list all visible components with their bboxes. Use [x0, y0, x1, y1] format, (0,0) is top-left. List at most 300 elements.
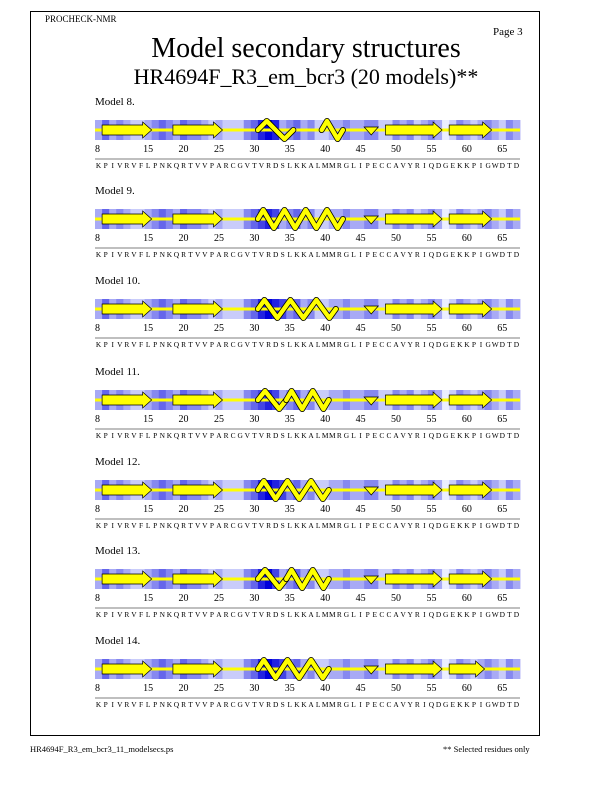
model-label: Model 8. — [95, 96, 135, 108]
residue-letter: L — [351, 610, 356, 619]
residue-number-tick: 55 — [426, 504, 437, 515]
residue-letter: R — [124, 700, 130, 709]
residue-letter: G — [442, 340, 449, 349]
residue-letter: C — [379, 431, 385, 440]
residue-letter: D — [435, 250, 442, 259]
residue-letter: R — [336, 700, 342, 709]
residue-number-tick: 40 — [320, 233, 331, 244]
residue-number-tick: 35 — [284, 233, 295, 244]
residue-letter: V — [244, 431, 250, 440]
program-name: PROCHECK-NMR — [45, 14, 117, 24]
residue-letter: V — [202, 340, 208, 349]
residue-letter: C — [386, 521, 392, 530]
residue-letter: N — [159, 610, 165, 619]
residue-letter: A — [308, 340, 314, 349]
residue-letter: A — [308, 521, 314, 530]
model-panel — [0, 635, 612, 721]
structure-strip-svg — [0, 366, 612, 452]
residue-letter: P — [103, 161, 108, 170]
residue-number-tick: 45 — [355, 683, 366, 694]
residue-letter: F — [138, 250, 144, 259]
residue-letter: V — [258, 340, 265, 349]
residue-letter: K — [95, 250, 102, 259]
residue-letter: R — [223, 250, 229, 259]
residue-letter: K — [294, 610, 300, 619]
residue-letter: Q — [173, 610, 180, 619]
residue-number-tick: 60 — [461, 683, 472, 694]
residue-letter: E — [450, 340, 455, 349]
residue-letter: V — [131, 700, 137, 709]
residue-letter: L — [287, 340, 293, 349]
residue-letter: W — [491, 161, 499, 170]
residue-letter: V — [117, 431, 123, 440]
residue-letter: K — [464, 250, 470, 259]
residue-letter: R — [266, 610, 272, 619]
structure-strip-svg — [0, 635, 612, 721]
residue-letter: K — [294, 700, 300, 709]
residue-letter: D — [272, 161, 279, 170]
structure-strip-svg — [0, 456, 612, 542]
residue-letter: R — [181, 161, 187, 170]
residue-letter: P — [471, 340, 477, 349]
residue-letter: P — [153, 250, 158, 259]
residue-letter: R — [266, 431, 272, 440]
residue-letter: D — [513, 521, 520, 530]
residue-letter: N — [159, 250, 165, 259]
residue-letter: L — [287, 610, 293, 619]
residue-letter: L — [145, 610, 151, 619]
residue-number-tick: 25 — [213, 504, 224, 515]
residue-number-tick: 8 — [95, 504, 100, 515]
residue-letter: V — [117, 250, 123, 259]
residue-number-tick: 50 — [391, 233, 402, 244]
residue-number-tick: 65 — [497, 683, 508, 694]
residue-number-tick: 15 — [143, 414, 154, 425]
residue-letter: T — [252, 161, 257, 170]
residue-letter: Y — [407, 161, 413, 170]
residue-number-tick: 20 — [178, 144, 189, 155]
residue-letter: L — [315, 340, 321, 349]
residue-letter: E — [372, 431, 378, 440]
residue-letter: V — [258, 610, 265, 619]
residue-letter: L — [145, 161, 151, 170]
residue-letter: K — [95, 521, 102, 530]
residue-letter: I — [423, 250, 426, 259]
residue-letter: R — [181, 700, 187, 709]
residue-letter: M — [329, 340, 336, 349]
residue-number-tick: 30 — [249, 323, 260, 334]
residue-letter: R — [414, 700, 420, 709]
residue-letter: P — [153, 610, 158, 619]
residue-letter: G — [442, 250, 449, 259]
residue-letter: A — [393, 521, 399, 530]
residue-number-tick: 55 — [426, 683, 437, 694]
residue-letter: P — [153, 340, 158, 349]
residue-letter: T — [188, 700, 193, 709]
residue-letter: I — [111, 431, 114, 440]
residue-letter: N — [159, 161, 165, 170]
residue-letter: C — [230, 610, 236, 619]
residue-letter: Y — [407, 431, 413, 440]
residue-letter: M — [329, 700, 336, 709]
residue-letter: E — [372, 610, 378, 619]
residue-letter: W — [491, 340, 499, 349]
residue-letter: A — [308, 610, 314, 619]
residue-letter: G — [343, 610, 350, 619]
residue-letter: C — [379, 161, 385, 170]
residue-letter: C — [230, 250, 236, 259]
residue-letter: D — [272, 700, 279, 709]
residue-number-tick: 35 — [284, 323, 295, 334]
residue-letter: P — [209, 250, 214, 259]
residue-number-tick: 35 — [284, 414, 295, 425]
residue-letter: D — [513, 250, 520, 259]
residue-letter: P — [365, 700, 370, 709]
residue-number-tick: 55 — [426, 414, 437, 425]
residue-number-tick: 65 — [497, 504, 508, 515]
residue-letter: K — [95, 700, 102, 709]
residue-number-tick: 45 — [355, 233, 366, 244]
residue-letter: V — [400, 521, 406, 530]
residue-letter: V — [117, 610, 123, 619]
residue-letter: P — [153, 700, 158, 709]
residue-letter: L — [351, 161, 356, 170]
residue-number-tick: 65 — [497, 144, 508, 155]
model-panel — [0, 185, 612, 271]
residue-number-tick: 50 — [391, 593, 402, 604]
residue-letter: V — [117, 521, 123, 530]
residue-letter: P — [471, 250, 477, 259]
residue-letter: G — [442, 610, 449, 619]
residue-letter: I — [479, 431, 483, 440]
residue-letter: K — [457, 250, 463, 259]
residue-letter: K — [301, 610, 307, 619]
residue-letter: C — [379, 340, 385, 349]
residue-letter: A — [216, 340, 222, 349]
residue-letter: V — [117, 700, 123, 709]
residue-letter: M — [321, 161, 329, 170]
residue-number-tick: 60 — [461, 144, 472, 155]
residue-letter: T — [188, 431, 193, 440]
residue-letter: R — [181, 250, 187, 259]
residue-letter: P — [103, 250, 108, 259]
residue-letter: K — [301, 340, 307, 349]
residue-letter: D — [499, 700, 505, 709]
residue-letter: P — [209, 340, 214, 349]
residue-letter: P — [471, 431, 477, 440]
residue-number-tick: 15 — [143, 504, 154, 515]
residue-letter: I — [479, 161, 483, 170]
residue-letter: D — [513, 431, 520, 440]
residue-letter: L — [351, 340, 356, 349]
residue-letter: K — [464, 610, 470, 619]
residue-letter: V — [117, 340, 123, 349]
residue-letter: P — [153, 431, 158, 440]
residue-letter: G — [237, 250, 243, 259]
residue-letter: C — [386, 700, 392, 709]
residue-letter: I — [479, 521, 483, 530]
model-panel — [0, 275, 612, 361]
residue-letter: P — [471, 610, 477, 619]
model-panel — [0, 96, 612, 182]
residue-letter: M — [329, 250, 336, 259]
residue-letter: A — [308, 431, 314, 440]
residue-letter: G — [442, 431, 449, 440]
residue-letter: R — [414, 161, 420, 170]
residue-letter: R — [223, 340, 229, 349]
residue-letter: R — [336, 521, 342, 530]
residue-letter: P — [209, 161, 214, 170]
residue-letter: V — [244, 610, 250, 619]
residue-letter: Y — [407, 250, 413, 259]
residue-letter: P — [153, 161, 158, 170]
residue-letter: G — [485, 250, 491, 259]
residue-letter: R — [266, 161, 272, 170]
residue-letter: I — [111, 161, 114, 170]
residue-letter: G — [237, 340, 243, 349]
residue-number-tick: 20 — [178, 233, 189, 244]
residue-letter: Y — [407, 610, 413, 619]
residue-letter: K — [301, 250, 307, 259]
residue-letter: L — [315, 431, 321, 440]
residue-letter: V — [202, 250, 208, 259]
residue-number-tick: 8 — [95, 144, 100, 155]
residue-letter: K — [294, 340, 300, 349]
residue-letter: Q — [173, 340, 180, 349]
page-number: Page 3 — [493, 26, 523, 38]
residue-letter: V — [195, 431, 201, 440]
residue-letter: I — [423, 700, 426, 709]
residue-letter: A — [216, 610, 222, 619]
residue-letter: F — [138, 161, 144, 170]
residue-number-tick: 60 — [461, 504, 472, 515]
residue-number-tick: 50 — [391, 683, 402, 694]
residue-number-tick: 25 — [213, 323, 224, 334]
residue-letter: L — [287, 161, 293, 170]
residue-letter: Y — [407, 521, 413, 530]
residue-number-tick: 65 — [497, 414, 508, 425]
residue-letter: G — [485, 340, 491, 349]
residue-letter: K — [166, 521, 173, 530]
residue-letter: R — [336, 610, 342, 619]
residue-letter: V — [258, 700, 265, 709]
residue-letter: T — [188, 250, 193, 259]
residue-number-tick: 50 — [391, 144, 402, 155]
residue-letter: A — [393, 250, 399, 259]
residue-letter: V — [258, 250, 265, 259]
residue-letter: I — [111, 340, 114, 349]
model-label: Model 12. — [95, 456, 141, 468]
residue-letter: C — [386, 610, 392, 619]
residue-letter: V — [195, 250, 201, 259]
residue-number-tick: 40 — [320, 144, 331, 155]
residue-letter: E — [372, 700, 378, 709]
residue-letter: C — [230, 431, 236, 440]
residue-letter: E — [450, 521, 455, 530]
residue-letter: F — [138, 610, 144, 619]
residue-letter: V — [202, 161, 208, 170]
residue-letter: M — [329, 521, 336, 530]
residue-letter: D — [513, 700, 520, 709]
residue-letter: R — [414, 610, 420, 619]
residue-letter: W — [491, 610, 499, 619]
residue-letter: T — [188, 610, 193, 619]
residue-letter: N — [159, 700, 165, 709]
residue-letter: I — [423, 340, 426, 349]
residue-letter: K — [464, 431, 470, 440]
residue-letter: I — [359, 700, 362, 709]
residue-letter: V — [202, 521, 208, 530]
residue-number-tick: 8 — [95, 593, 100, 604]
residue-letter: E — [450, 250, 455, 259]
residue-letter: K — [166, 250, 173, 259]
residue-number-tick: 25 — [213, 683, 224, 694]
residue-letter: K — [166, 431, 173, 440]
residue-letter: G — [442, 700, 449, 709]
residue-letter: L — [315, 521, 321, 530]
residue-letter: V — [400, 610, 406, 619]
residue-letter: K — [166, 610, 173, 619]
residue-number-tick: 15 — [143, 323, 154, 334]
residue-letter: K — [464, 521, 470, 530]
residue-letter: C — [379, 521, 385, 530]
residue-letter: D — [272, 521, 279, 530]
residue-letter: R — [181, 610, 187, 619]
residue-letter: A — [216, 700, 222, 709]
residue-letter: S — [280, 250, 285, 259]
footer-filename: HR4694F_R3_em_bcr3_11_modelsecs.ps — [30, 744, 174, 754]
residue-letter: D — [272, 340, 279, 349]
residue-letter: T — [507, 610, 512, 619]
residue-number-tick: 35 — [284, 593, 295, 604]
residue-letter: T — [507, 431, 512, 440]
residue-number-tick: 20 — [178, 323, 189, 334]
residue-letter: I — [359, 521, 362, 530]
model-label: Model 11. — [95, 366, 140, 378]
residue-letter: A — [308, 161, 314, 170]
residue-number-tick: 40 — [320, 593, 331, 604]
residue-letter: L — [315, 700, 321, 709]
residue-letter: K — [95, 610, 102, 619]
residue-letter: E — [372, 521, 378, 530]
residue-letter: N — [159, 521, 165, 530]
residue-letter: K — [301, 161, 307, 170]
residue-letter: K — [457, 610, 463, 619]
residue-number-tick: 8 — [95, 414, 100, 425]
residue-letter: Q — [428, 521, 435, 530]
residue-letter: I — [479, 250, 483, 259]
residue-letter: K — [301, 700, 307, 709]
residue-letter: V — [195, 161, 201, 170]
residue-letter: I — [111, 521, 114, 530]
residue-letter: A — [216, 250, 222, 259]
residue-letter: C — [230, 521, 236, 530]
residue-letter: V — [258, 431, 265, 440]
residue-number-tick: 40 — [320, 504, 331, 515]
structure-strip-svg — [0, 545, 612, 631]
residue-letter: T — [252, 610, 257, 619]
residue-letter: S — [280, 521, 285, 530]
residue-letter: L — [351, 700, 356, 709]
residue-number-tick: 30 — [249, 144, 260, 155]
residue-letter: G — [237, 700, 243, 709]
residue-letter: D — [513, 340, 520, 349]
residue-letter: C — [230, 340, 236, 349]
residue-letter: G — [237, 431, 243, 440]
residue-letter: D — [499, 161, 505, 170]
residue-letter: V — [400, 250, 406, 259]
residue-letter: R — [124, 610, 130, 619]
residue-letter: R — [181, 340, 187, 349]
residue-letter: E — [450, 161, 455, 170]
residue-number-tick: 15 — [143, 233, 154, 244]
residue-letter: W — [491, 431, 499, 440]
residue-letter: T — [252, 521, 257, 530]
residue-number-tick: 30 — [249, 504, 260, 515]
structure-strip-svg — [0, 275, 612, 361]
residue-letter: L — [351, 521, 356, 530]
residue-letter: K — [95, 340, 102, 349]
residue-letter: C — [386, 161, 392, 170]
residue-letter: G — [343, 700, 350, 709]
residue-letter: V — [244, 700, 250, 709]
residue-letter: D — [499, 340, 505, 349]
residue-letter: T — [252, 340, 257, 349]
residue-letter: T — [507, 250, 512, 259]
residue-letter: D — [435, 521, 442, 530]
residue-number-tick: 60 — [461, 593, 472, 604]
residue-letter: I — [359, 250, 362, 259]
residue-letter: P — [365, 521, 370, 530]
residue-letter: V — [244, 340, 250, 349]
residue-letter: L — [351, 250, 356, 259]
residue-letter: P — [365, 340, 370, 349]
residue-letter: A — [393, 700, 399, 709]
residue-letter: R — [336, 431, 342, 440]
residue-letter: G — [343, 161, 350, 170]
residue-number-tick: 25 — [213, 414, 224, 425]
residue-letter: R — [124, 340, 130, 349]
residue-letter: Q — [173, 700, 180, 709]
residue-number-tick: 30 — [249, 593, 260, 604]
residue-number-tick: 15 — [143, 144, 154, 155]
residue-letter: M — [321, 610, 329, 619]
residue-letter: D — [499, 250, 505, 259]
residue-letter: D — [499, 610, 505, 619]
residue-letter: D — [513, 610, 520, 619]
residue-letter: C — [386, 431, 392, 440]
residue-letter: D — [272, 250, 279, 259]
residue-letter: V — [244, 521, 250, 530]
residue-letter: G — [485, 610, 491, 619]
residue-number-tick: 8 — [95, 683, 100, 694]
residue-letter: L — [145, 340, 151, 349]
residue-number-tick: 60 — [461, 233, 472, 244]
residue-letter: R — [336, 161, 342, 170]
residue-number-tick: 25 — [213, 593, 224, 604]
residue-letter: S — [280, 700, 285, 709]
residue-letter: G — [442, 161, 449, 170]
residue-letter: K — [457, 161, 463, 170]
residue-letter: M — [321, 700, 329, 709]
residue-letter: P — [471, 521, 477, 530]
residue-number-tick: 35 — [284, 683, 295, 694]
residue-letter: R — [124, 521, 130, 530]
residue-letter: I — [423, 521, 426, 530]
residue-number-tick: 45 — [355, 504, 366, 515]
residue-letter: R — [266, 700, 272, 709]
residue-letter: I — [111, 610, 114, 619]
